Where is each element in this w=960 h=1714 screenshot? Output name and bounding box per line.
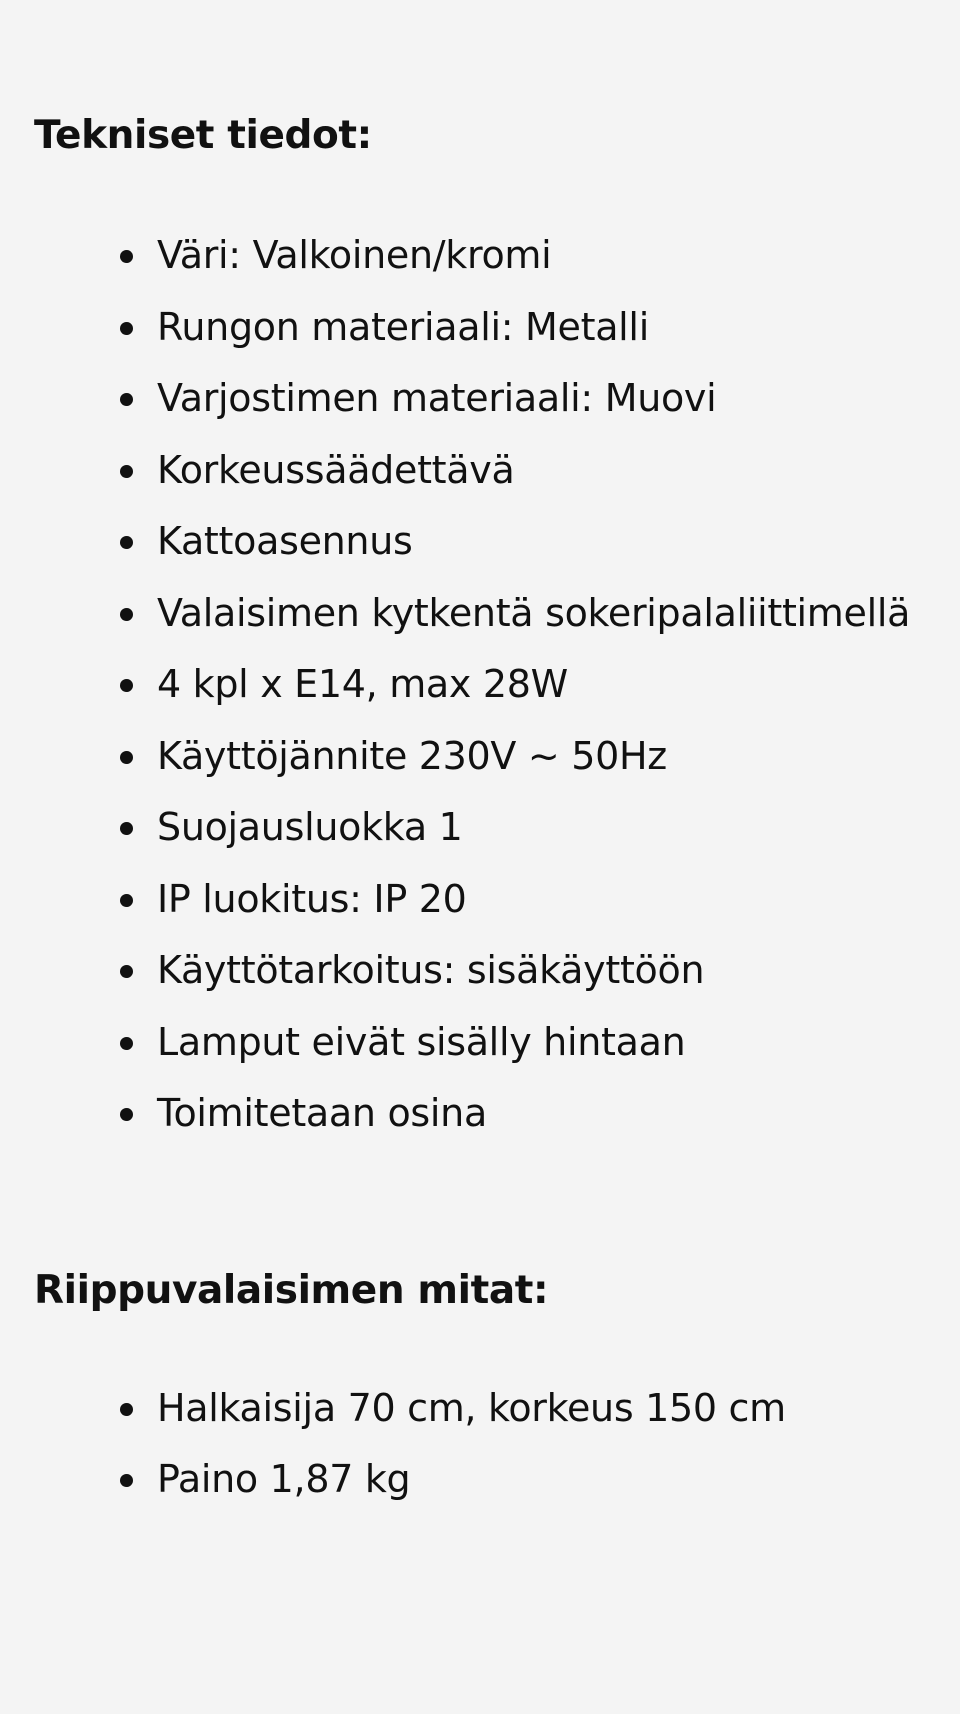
list-item-text: Kattoasennus bbox=[157, 519, 413, 563]
list-item-text: Valaisimen kytkentä sokeripalaliittimellä bbox=[157, 590, 911, 635]
list-item-text: IP luokitus: IP 20 bbox=[157, 876, 467, 921]
list-item bbox=[34, 292, 930, 364]
list-item bbox=[34, 935, 930, 1007]
bullet-icon bbox=[120, 679, 133, 692]
list-item bbox=[34, 1444, 930, 1516]
list-item bbox=[34, 721, 930, 793]
list-item-text: Halkaisija 70 cm, korkeus 150 cm bbox=[157, 1385, 786, 1430]
bullet-icon bbox=[120, 1403, 133, 1416]
list-item-text: Paino 1,87 kg bbox=[157, 1457, 411, 1501]
bullet-icon bbox=[120, 1108, 133, 1121]
specs-list bbox=[34, 220, 930, 1150]
list-item-text: Lamput eivät sisälly hintaan bbox=[157, 1019, 686, 1064]
bullet-icon bbox=[120, 1474, 133, 1487]
bullet-icon bbox=[120, 751, 133, 764]
dimensions-heading: Riippuvalaisimen mitat: bbox=[34, 1267, 549, 1313]
list-item bbox=[34, 1007, 930, 1079]
list-item-text: Väri: Valkoinen/kromi bbox=[157, 233, 552, 277]
list-item bbox=[34, 1078, 930, 1150]
list-item bbox=[34, 864, 930, 936]
bullet-icon bbox=[120, 465, 133, 478]
list-item bbox=[34, 792, 930, 864]
list-item-text: 4 kpl x E14, max 28W bbox=[157, 662, 568, 706]
list-item-text: Käyttöjännite 230V ~ 50Hz bbox=[157, 733, 667, 778]
bullet-icon bbox=[120, 965, 133, 978]
list-item-text: Käyttötarkoitus: sisäkäyttöön bbox=[157, 948, 705, 992]
bullet-icon bbox=[120, 393, 133, 406]
bullet-icon bbox=[120, 1037, 133, 1050]
bullet-icon bbox=[120, 322, 133, 335]
bullet-icon bbox=[120, 608, 133, 621]
list-item-text: Varjostimen materiaali: Muovi bbox=[157, 376, 717, 420]
bullet-icon bbox=[120, 250, 133, 263]
list-item bbox=[34, 506, 930, 578]
list-item bbox=[34, 1373, 930, 1445]
list-item-text: Suojausluokka 1 bbox=[157, 805, 463, 849]
list-item bbox=[34, 220, 930, 292]
bullet-icon bbox=[120, 894, 133, 907]
specs-heading: Tekniset tiedot: bbox=[34, 113, 372, 158]
list-item-text: Toimitetaan osina bbox=[157, 1091, 487, 1135]
bullet-icon bbox=[120, 536, 133, 549]
bullet-icon bbox=[120, 822, 133, 835]
list-item bbox=[34, 649, 930, 721]
list-item-text: Rungon materiaali: Metalli bbox=[157, 304, 649, 349]
list-item bbox=[34, 435, 930, 507]
list-item-text: Korkeussäädettävä bbox=[157, 447, 515, 492]
list-item bbox=[34, 363, 930, 435]
dimensions-list bbox=[34, 1373, 930, 1516]
list-item bbox=[34, 578, 930, 650]
